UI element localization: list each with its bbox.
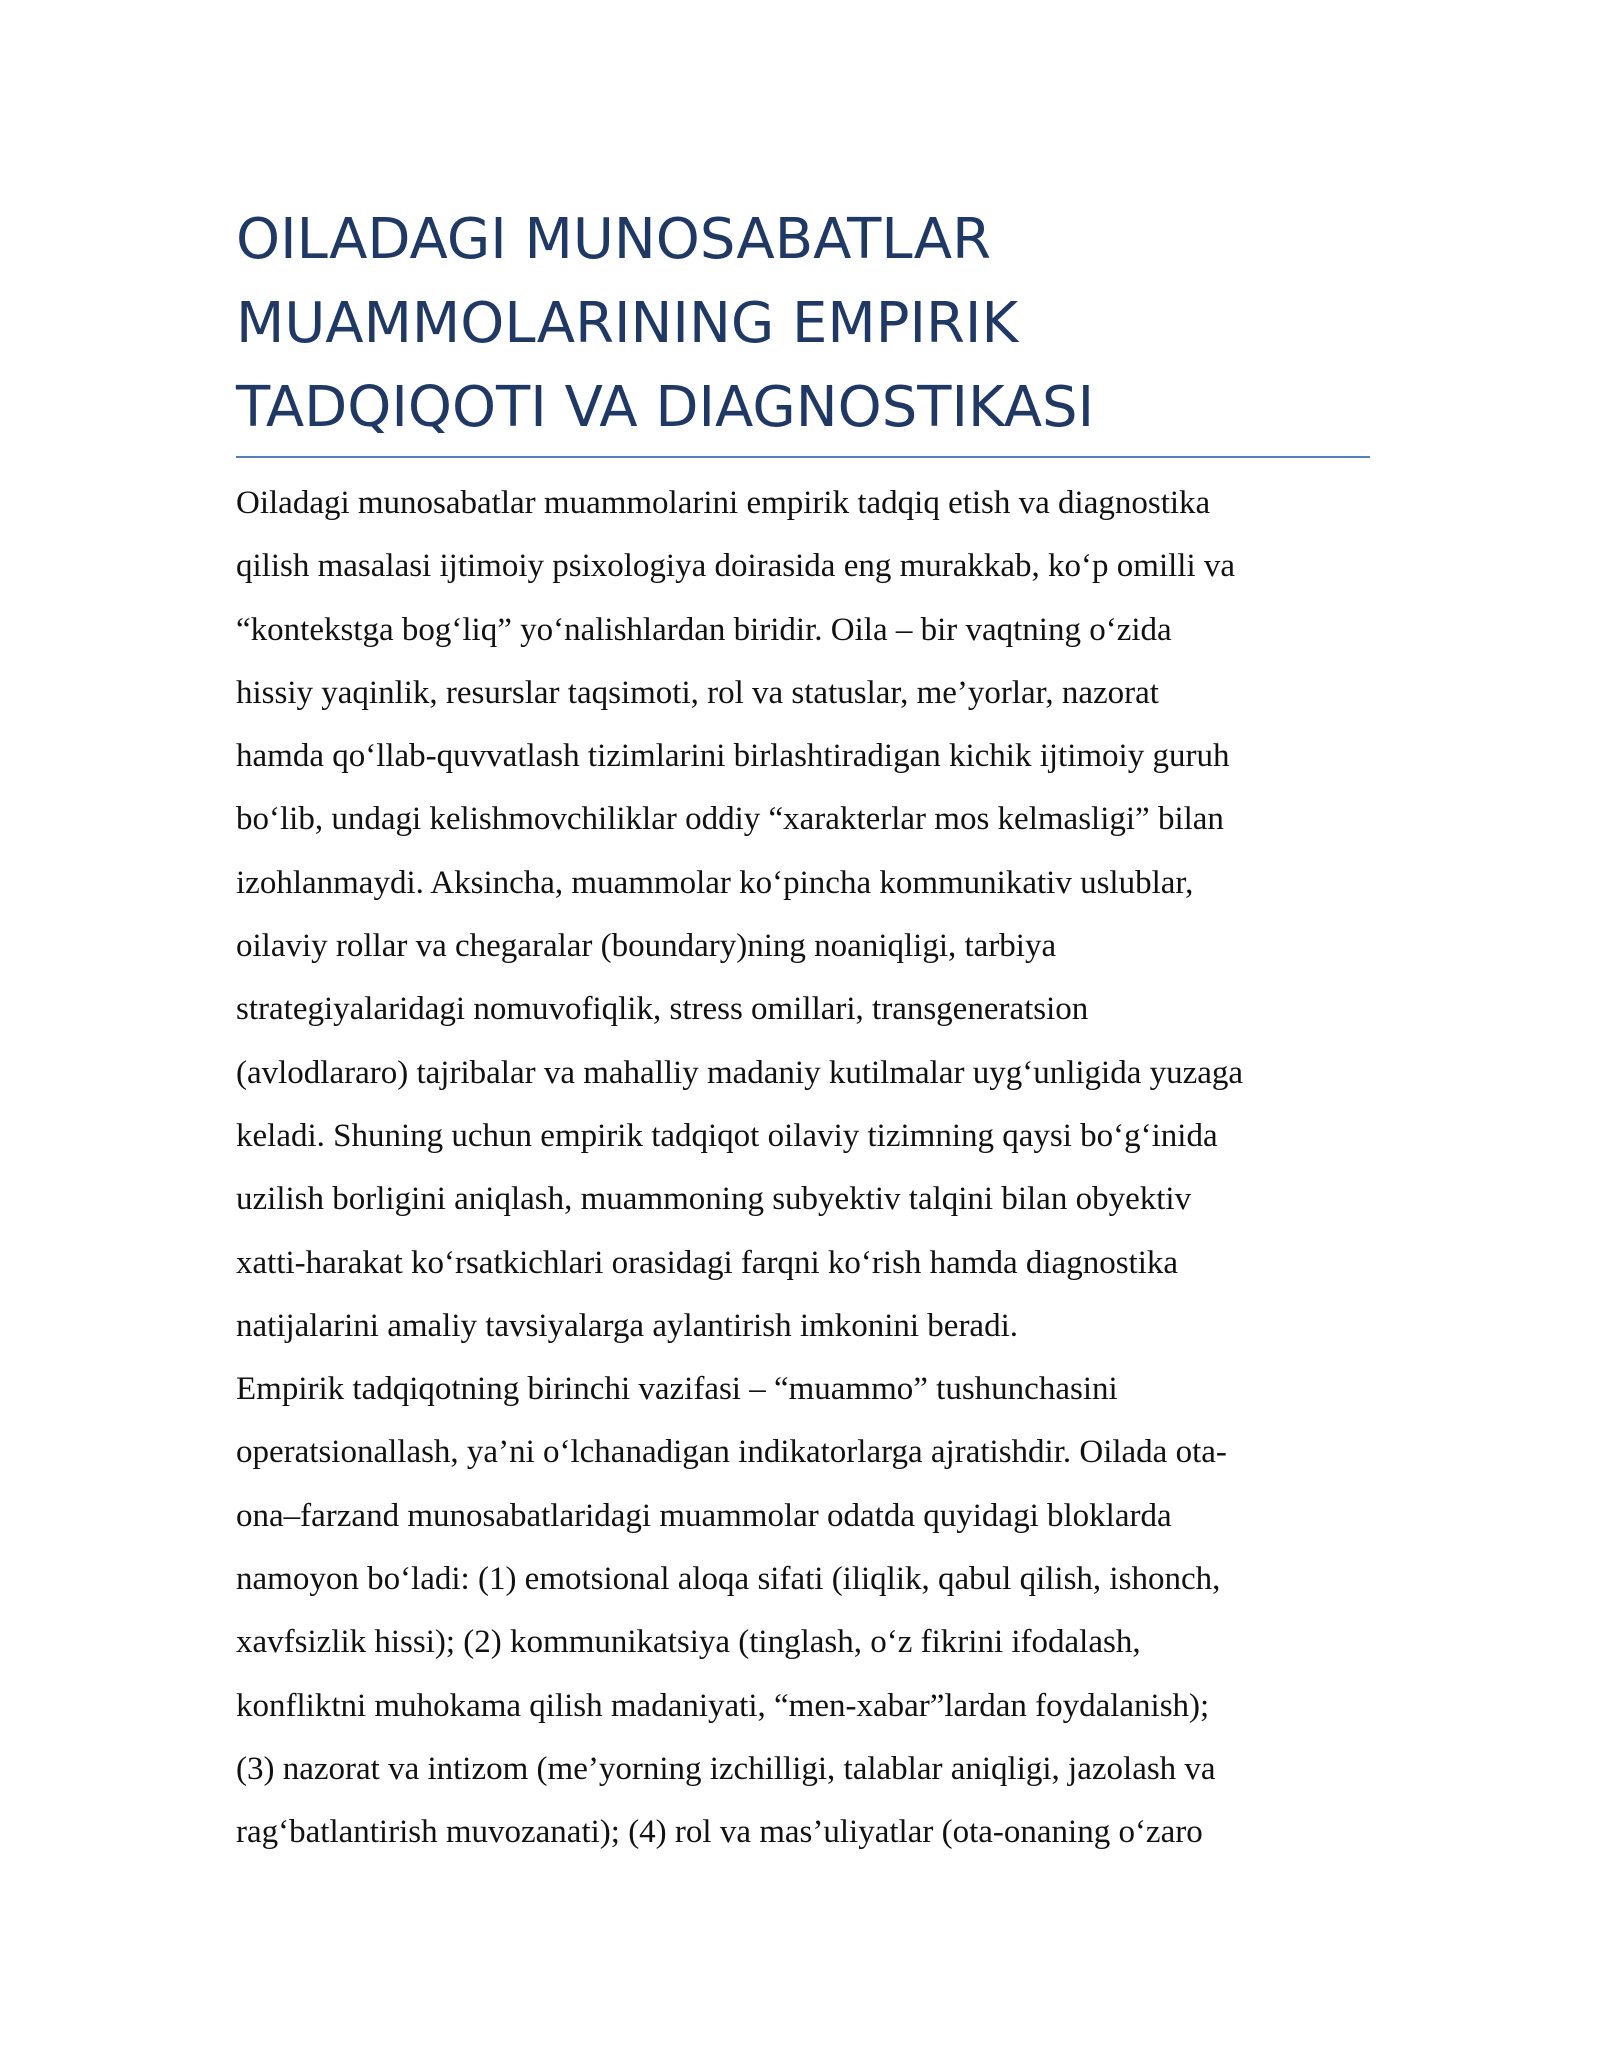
body-line: ragʻbatlantirish muvozanati); (4) rol va mas’uliyatlar (ota-onaning oʻzaro — [236, 1814, 1203, 1851]
body-text — [236, 472, 1370, 1865]
body-line: ona–farzand munosabatlaridagi muammolar odatda quyidagi bloklarda — [236, 1497, 1172, 1534]
body-line: xatti-harakat koʻrsatkichlari orasidagi farqni koʻrish hamda diagnostika — [236, 1244, 1179, 1281]
body-line: uzilish borligini aniqlash, muammoning subyektiv talqini bilan obyektiv — [236, 1181, 1192, 1218]
title-line: MUAMMOLARINING EMPIRIK — [236, 291, 1019, 356]
body-line: namoyon boʻladi: (1) emotsional aloqa sifati (iliqlik, qabul qilish, ishonch, — [236, 1561, 1221, 1598]
body-line: Empirik tadqiqotning birinchi vazifasi – “muammo” tushunchasini — [236, 1371, 1118, 1408]
body-line: keladi. Shuning uchun empirik tadqiqot oilaviy tizimning qaysi boʻgʻinida — [236, 1117, 1218, 1154]
title-line: TADQIQOTI VA DIAGNOSTIKASI — [236, 375, 1095, 440]
title-line: OILADAGI MUNOSABATLAR — [236, 207, 992, 272]
body-line: hissiy yaqinlik, resurslar taqsimoti, rol va statuslar, me’yorlar, nazorat — [236, 674, 1159, 711]
document-content — [236, 198, 1370, 1865]
body-line: izohlanmaydi. Aksincha, muammolar koʻpincha kommunikativ uslublar, — [236, 864, 1194, 901]
body-line: Oiladagi munosabatlar muammolarini empirik tadqiq etish va diagnostika — [236, 485, 1211, 521]
body-line: (avlodlararo) tajribalar va mahalliy madaniy kutilmalar uygʻunligida yuzaga — [236, 1054, 1244, 1091]
body-line: boʻlib, undagi kelishmovchiliklar oddiy “xarakterlar mos kelmasligi” bilan — [236, 801, 1224, 838]
body-line: natijalarini amaliy tavsiyalarga aylantirish imkonini beradi. — [236, 1307, 1018, 1344]
body-line: “kontekstga bogʻliq” yoʻnalishlardan biridir. Oila – bir vaqtning oʻzida — [236, 611, 1172, 648]
body-line: xavfsizlik hissi); (2) kommunikatsiya (tinglash, oʻz fikrini ifodalash, — [236, 1624, 1141, 1661]
body-line: qilish masalasi ijtimoiy psixologiya doirasida eng murakkab, koʻp omilli va — [236, 548, 1236, 585]
body-line: konfliktni muhokama qilish madaniyati, “men-xabar”lardan foydalanish); — [236, 1687, 1210, 1724]
body-line: oilaviy rollar va chegaralar (boundary)ning noaniqligi, tarbiya — [236, 928, 1057, 965]
document-title — [236, 198, 1370, 450]
body-line: operatsionallash, ya’ni oʻlchanadigan indikatorlarga ajratishdir. Oilada ota- — [236, 1434, 1227, 1471]
body-line: hamda qoʻllab-quvvatlash tizimlarini birlashtiradigan kichik ijtimoiy guruh — [236, 738, 1230, 775]
body-line: (3) nazorat va intizom (me’yorning izchilligi, talablar aniqligi, jazolash va — [236, 1750, 1216, 1787]
body-line: strategiyalaridagi nomuvofiqlik, stress omillari, transgeneratsion — [236, 991, 1089, 1028]
title-divider — [236, 456, 1370, 458]
